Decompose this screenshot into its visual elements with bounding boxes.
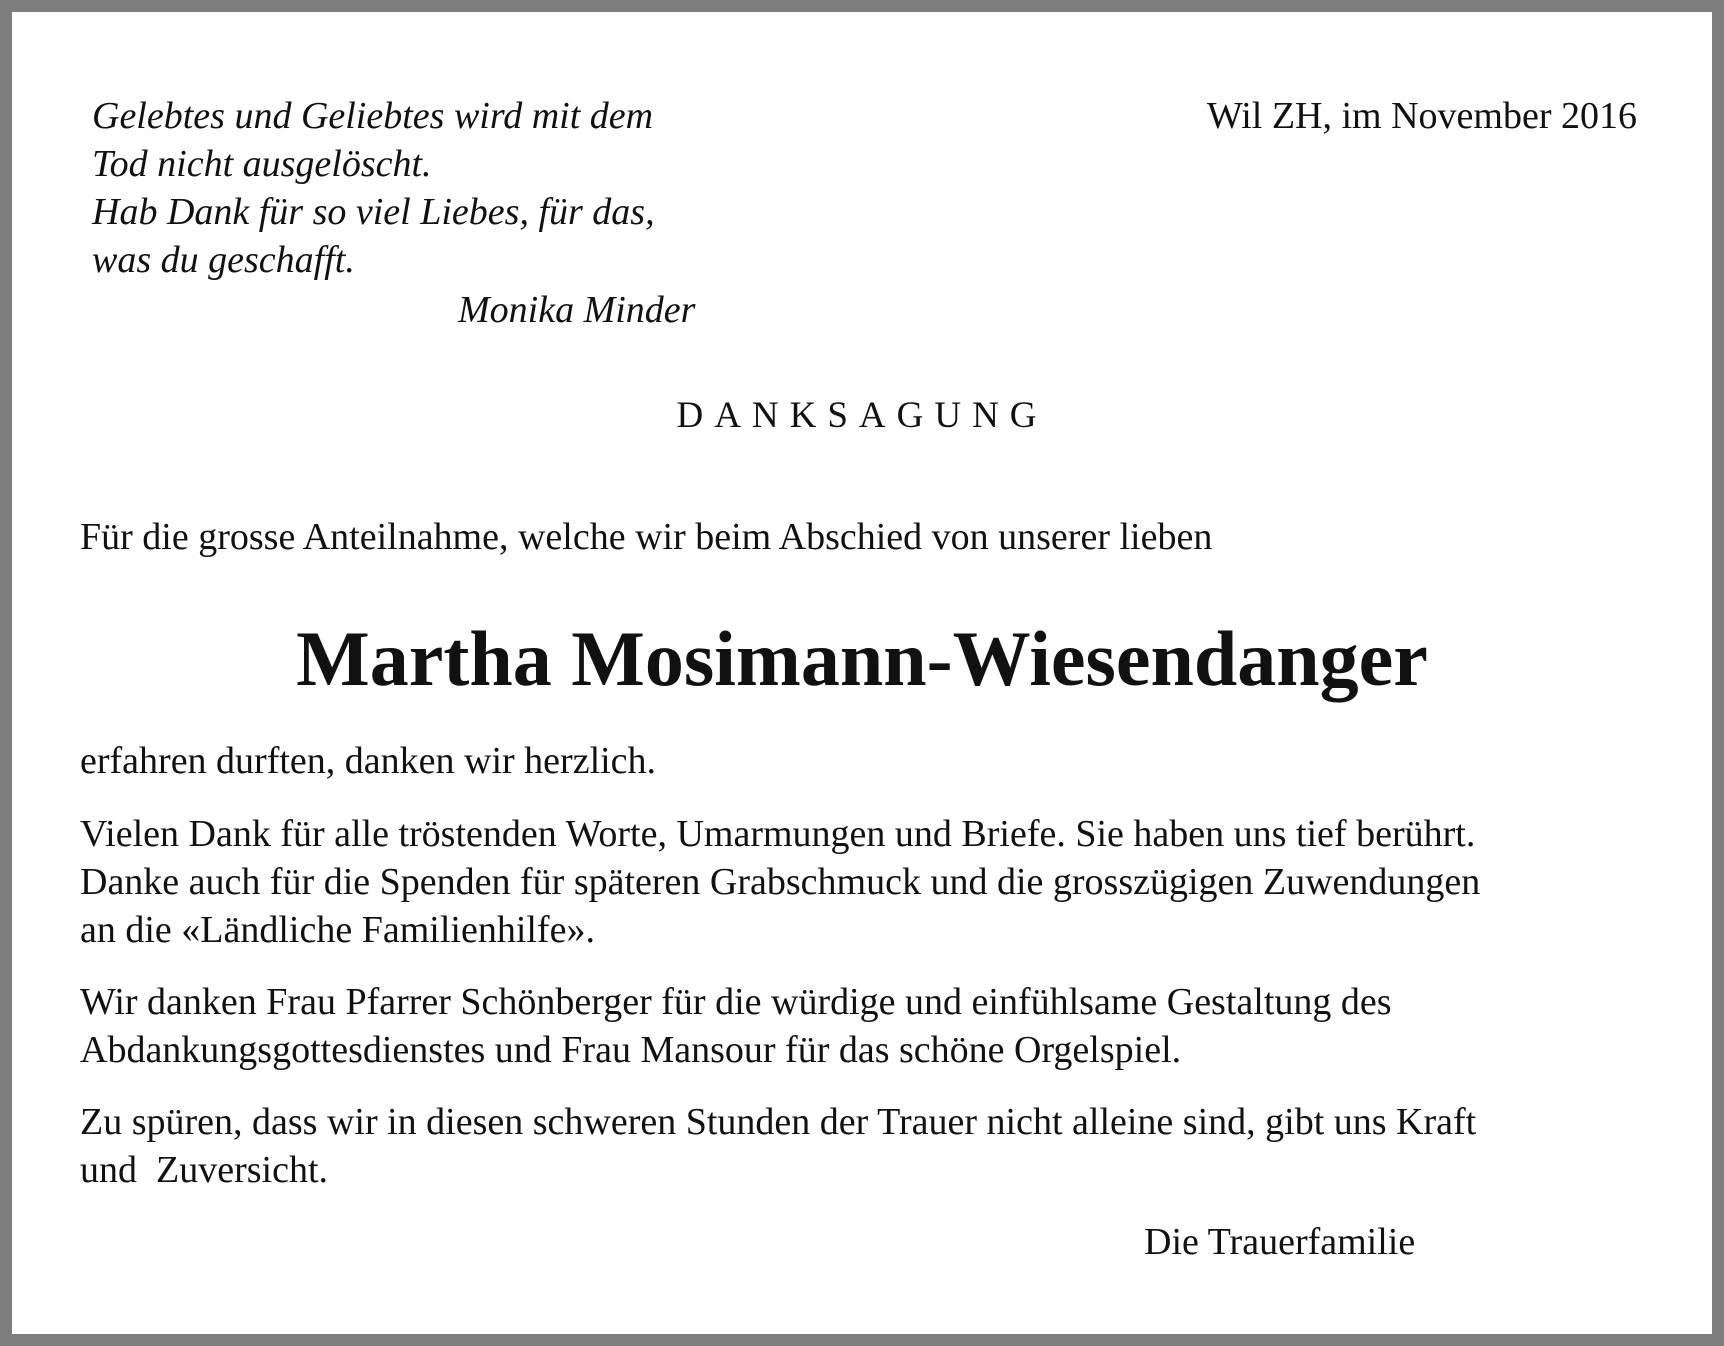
motto-verse bbox=[92, 92, 655, 284]
paragraph-line: an die «Ländliche Familienhilfe». bbox=[80, 909, 595, 951]
paragraph-condolences bbox=[80, 810, 1480, 954]
paragraph-line: Wir danken Frau Pfarrer Schönberger für die würdige und einfühlsame Gestaltung des bbox=[80, 981, 1392, 1023]
heading-danksagung: DANKSAGUNG bbox=[676, 395, 1048, 436]
paragraph-line: Vielen Dank für alle tröstenden Worte, Umarmungen und Briefe. Sie haben uns tief berührt. bbox=[80, 813, 1476, 855]
motto-line: was du geschafft. bbox=[92, 239, 355, 281]
paragraph-service bbox=[80, 978, 1392, 1074]
paragraph-line: Zu spüren, dass wir in diesen schweren Stunden der Trauer nicht alleine sind, gibt uns Kraft bbox=[80, 1101, 1477, 1143]
motto-line: Hab Dank für so viel Liebes, für das, bbox=[92, 191, 655, 233]
paragraph-line: erfahren durften, danken wir herzlich. bbox=[80, 740, 657, 782]
motto-line: Gelebtes und Geliebtes wird mit dem bbox=[92, 95, 654, 137]
paragraph-line: und Zuversicht. bbox=[80, 1149, 329, 1191]
place-date: Wil ZH, im November 2016 bbox=[1206, 95, 1637, 137]
paragraph-strength bbox=[80, 1098, 1476, 1194]
paragraph-line: Abdankungsgottesdienstes und Frau Mansour für das schöne Orgelspiel. bbox=[80, 1029, 1182, 1071]
motto-author: Monika Minder bbox=[458, 289, 696, 331]
signature: Die Trauerfamilie bbox=[1144, 1221, 1416, 1263]
deceased-name: Martha Mosimann-Wiesendanger bbox=[296, 615, 1428, 702]
paragraph-line: Danke auch für die Spenden für späteren Grabschmuck und die grosszügigen Zuwendungen bbox=[80, 861, 1481, 903]
paragraph-thanks bbox=[80, 737, 656, 785]
intro-text: Für die grosse Anteilnahme, welche wir beim Abschied von unserer lieben bbox=[80, 516, 1213, 558]
motto-line: Tod nicht ausgelöscht. bbox=[92, 143, 432, 185]
